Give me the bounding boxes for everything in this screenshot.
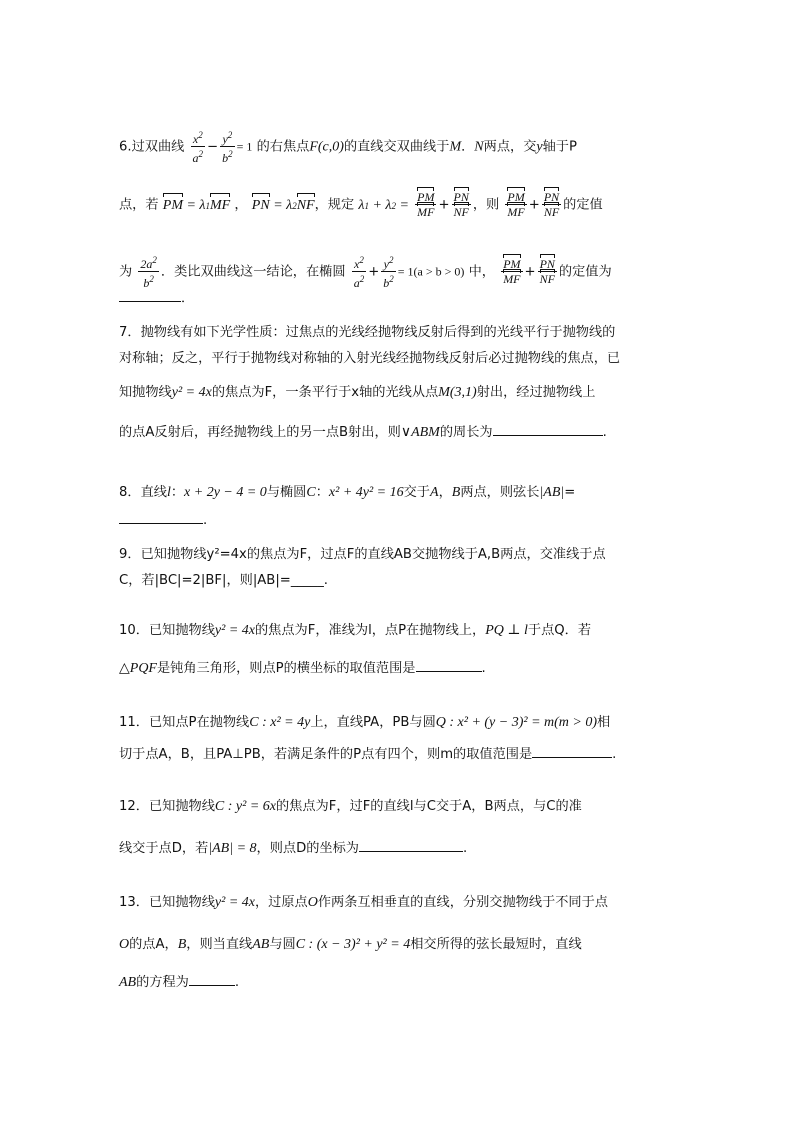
q6-line4: [119, 289, 194, 309]
q13-text: 的点A，: [129, 937, 178, 952]
q6-line2: 点，若 PM = λ1MF ， PN = λ2NF，规定 λ1 + λ2 = $\frac{PM}{MF}$ + $\frac{PN}{NF}$ ，则 $\frac{PM}{MF}$ + $\frac{PN}{NF}$ 的定值: [119, 190, 603, 219]
q6-ellipse-y-term: $\frac{y^2}{b^2}$: [383, 255, 394, 290]
q6-text: ．类比双曲线这一结论，在椭圆: [160, 264, 346, 280]
q12-line2: [119, 839, 467, 859]
q8-text: .: [203, 513, 208, 528]
q8-ellipse-equation: x² + 4y² = 16: [328, 485, 404, 500]
q10-line1: [119, 621, 591, 641]
q11-text: .: [612, 747, 617, 762]
q13-text: 相交所得的弦长最短时，直线: [410, 937, 582, 952]
q7-text: 的点A反射后，再经抛物线上的另一点B射出，则: [119, 425, 401, 440]
q6-text: 的直线交双曲线于: [343, 139, 450, 155]
q10-text: 10．已知抛物线: [119, 623, 215, 638]
answer-blank[interactable]: [493, 423, 603, 436]
q6-vector-relation-2: PN = λ2NF: [252, 198, 315, 213]
q12-chord-length: |AB| = 8: [208, 841, 257, 856]
q13-point-b: B: [177, 937, 187, 952]
q10-text: .: [481, 661, 486, 676]
q7-text: 射出，经过抛物线上: [476, 385, 596, 400]
q8-text: 交于: [403, 485, 430, 500]
q13-parabola: y² = 4x: [214, 895, 255, 910]
answer-blank[interactable]: [359, 839, 463, 852]
q9-line1: 9．已知抛物线y²=4x的焦点为F，过点F的直线AB交抛物线于A,B两点，交准线于点: [119, 547, 606, 562]
q6-text: 点，若: [119, 197, 159, 213]
q10-text: 的焦点为F，准线为l，点P在抛物线上，: [254, 623, 486, 638]
q8-point-b: B: [451, 485, 461, 500]
q7-line1: 7．抛物线有如下光学性质：过焦点的光线经抛物线反射后得到的光线平行于抛物线的: [119, 325, 616, 340]
q7-line4: [119, 423, 607, 443]
answer-blank[interactable]: [189, 973, 235, 986]
q7-text: 知抛物线: [119, 385, 172, 400]
q11-line1: [119, 713, 610, 733]
q6-text: 的右焦点: [256, 139, 310, 155]
q6-text: 过双曲线: [131, 139, 185, 155]
q6-frac-pn-nf-3: $\frac{PN}{NF}$: [539, 257, 555, 286]
q11-text: 切于点A，B，且PA⊥PB，若满足条件的P点有四个，则m的取值范围是: [119, 747, 533, 762]
q10-perpendicular: PQ ⊥ l: [485, 623, 528, 638]
q11-parabola: C : x² = 4y: [249, 715, 311, 730]
q6-value: $\frac{2a^2}{b^2}$: [140, 255, 157, 290]
q13-origin: O: [119, 937, 130, 952]
q6-focus: F(c,0): [309, 139, 344, 155]
q7-text: 的周长为: [439, 425, 493, 440]
q10-parabola: y² = 4x: [214, 623, 255, 638]
q6-text: 的定值: [563, 197, 603, 213]
q13-line2: [119, 935, 582, 955]
q8-line1: 8．直线l：x + 2y − 4 = 0与椭圆C：x² + 4y² = 16交于A，B两点，则弦长|AB|=: [119, 485, 576, 500]
q13-line1: [119, 893, 608, 913]
q6-text: ，规定: [314, 197, 355, 213]
q6-line3: 为 $\frac{2a^2}{b^2}$ ．类比双曲线这一结论，在椭圆 $\frac{x^2}{a^2}$ + $\frac{y^2}{b^2}$ = 1(a > b > 0) 中， $\frac{PM}{MF}$ + $\frac{PN}{NF}$ 的定值为: [119, 255, 612, 290]
q13-text: 与圆: [269, 937, 296, 952]
q11-text: 相: [597, 715, 611, 730]
q7-line3: [119, 383, 595, 403]
q8-line-equation: x + 2y − 4 = 0: [184, 485, 267, 500]
q8-point-a: A: [430, 485, 439, 500]
q13-circle: C : (x − 3)² + y² = 4: [295, 937, 411, 952]
q6-M: M: [449, 139, 462, 155]
q6-frac-pm-mf-2: $\frac{PM}{MF}$: [507, 190, 525, 219]
answer-blank[interactable]: [119, 511, 203, 524]
q6-text: 中，: [468, 264, 495, 280]
q9-line2: C，若|BC|=2|BF|，则|AB|=_____.: [119, 573, 328, 588]
q13-text: .: [234, 975, 240, 990]
q10-line2: [119, 659, 486, 679]
answer-blank[interactable]: [119, 289, 181, 302]
q8-line2: [119, 511, 207, 531]
q12-line1: [119, 797, 582, 817]
q7-parabola: y² = 4x: [171, 385, 212, 400]
q6-ellipse-x-term: $\frac{x^2}{a^2}$: [353, 255, 365, 290]
q13-line-ab: AB: [119, 975, 137, 990]
q8-ellipse-c: C: [306, 485, 316, 500]
answer-blank[interactable]: [416, 659, 482, 672]
q11-text: 11．已知点P在抛物线: [119, 715, 250, 730]
q8-text: ：: [170, 485, 185, 500]
q12-text: .: [463, 841, 468, 856]
q11-circle: Q : x² + (y − 3)² = m(m > 0): [435, 715, 598, 730]
q10-triangle: △PQF: [119, 661, 157, 676]
q6-hyperbola-x-term: $\frac{x^2}{a^2}$: [192, 130, 204, 165]
q6-vector-relation-1: PM = λ1MF: [163, 198, 230, 213]
q11-text: 上，直线PA，PB与圆: [310, 715, 436, 730]
q6-frac-pm-mf-3: $\frac{PM}{MF}$: [503, 257, 521, 286]
q10-text: 于点Q．若: [527, 623, 592, 638]
q6-frac-pm-mf: $\frac{PM}{MF}$: [417, 190, 435, 219]
q7-line2: 对称轴；反之，平行于抛物线对称轴的入射光线经抛物线反射后必过抛物线的焦点，已: [119, 351, 621, 366]
q11-line2: [119, 745, 616, 765]
q8-line-l: l: [166, 485, 171, 500]
q8-text: ：: [315, 485, 329, 500]
q6-text: ，则: [472, 197, 500, 213]
q13-text: ，则当直线: [186, 937, 253, 952]
q6-number: 6.: [119, 139, 132, 155]
q12-text: 的焦点为F，过F的直线l与C交于A，B两点，与C的准: [275, 799, 582, 814]
q8-text: 两点，则弦长: [460, 485, 540, 500]
q6-text: 轴于P: [542, 139, 577, 155]
q7-text: .: [602, 425, 607, 440]
q6-text: 为: [119, 264, 133, 280]
q6-y: y: [536, 139, 543, 155]
q6-text: 的定值为: [558, 264, 612, 280]
q6-lambda-sum: λ1 + λ2 =: [358, 197, 409, 213]
q13-text: 13．已知抛物线: [119, 895, 215, 910]
q8-chord-length: |AB|: [539, 485, 565, 500]
q8-text: 8．直线: [119, 485, 167, 500]
q6-text: ．: [181, 291, 195, 306]
q6-line1: 6.过双曲线 $\frac{x^2}{a^2}$ − $\frac{y^2}{b^2}$ = 1 的右焦点F(c,0)的直线交双曲线于M．N两点，交y轴于P: [119, 130, 577, 165]
q12-text: ，则点D的坐标为: [256, 841, 359, 856]
q8-text: 与椭圆: [266, 485, 307, 500]
q7-text: 的焦点为F，一条平行于x轴的光线从点: [211, 385, 439, 400]
q12-parabola: C : y² = 6x: [214, 799, 276, 814]
q6-hyperbola-y-term: $\frac{y^2}{b^2}$: [222, 130, 233, 165]
q13-line3: [119, 973, 239, 993]
q12-text: 12．已知抛物线: [119, 799, 215, 814]
q13-line-ab: AB: [252, 937, 270, 952]
q13-origin: O: [307, 895, 318, 910]
q13-text: ，过原点: [254, 895, 308, 910]
q12-text: 线交于点D，若: [119, 841, 209, 856]
q13-text: 的方程为: [136, 975, 189, 990]
answer-blank[interactable]: [532, 745, 612, 758]
q6-frac-pn-nf-2: $\frac{PN}{NF}$: [543, 190, 560, 219]
q7-triangle: ∨ABM: [400, 425, 440, 440]
q10-text: 是钝角三角形，则点P的横坐标的取值范围是: [156, 661, 416, 676]
q6-frac-pn-nf: $\frac{PN}{NF}$: [453, 190, 469, 219]
q7-point-m: M(3,1): [438, 385, 477, 400]
q8-text: =: [564, 485, 576, 500]
q6-N: N: [474, 139, 484, 155]
q6-text: 两点，交: [483, 139, 537, 155]
q13-text: 作两条互相垂直的直线，分别交抛物线于不同于点: [317, 895, 608, 910]
